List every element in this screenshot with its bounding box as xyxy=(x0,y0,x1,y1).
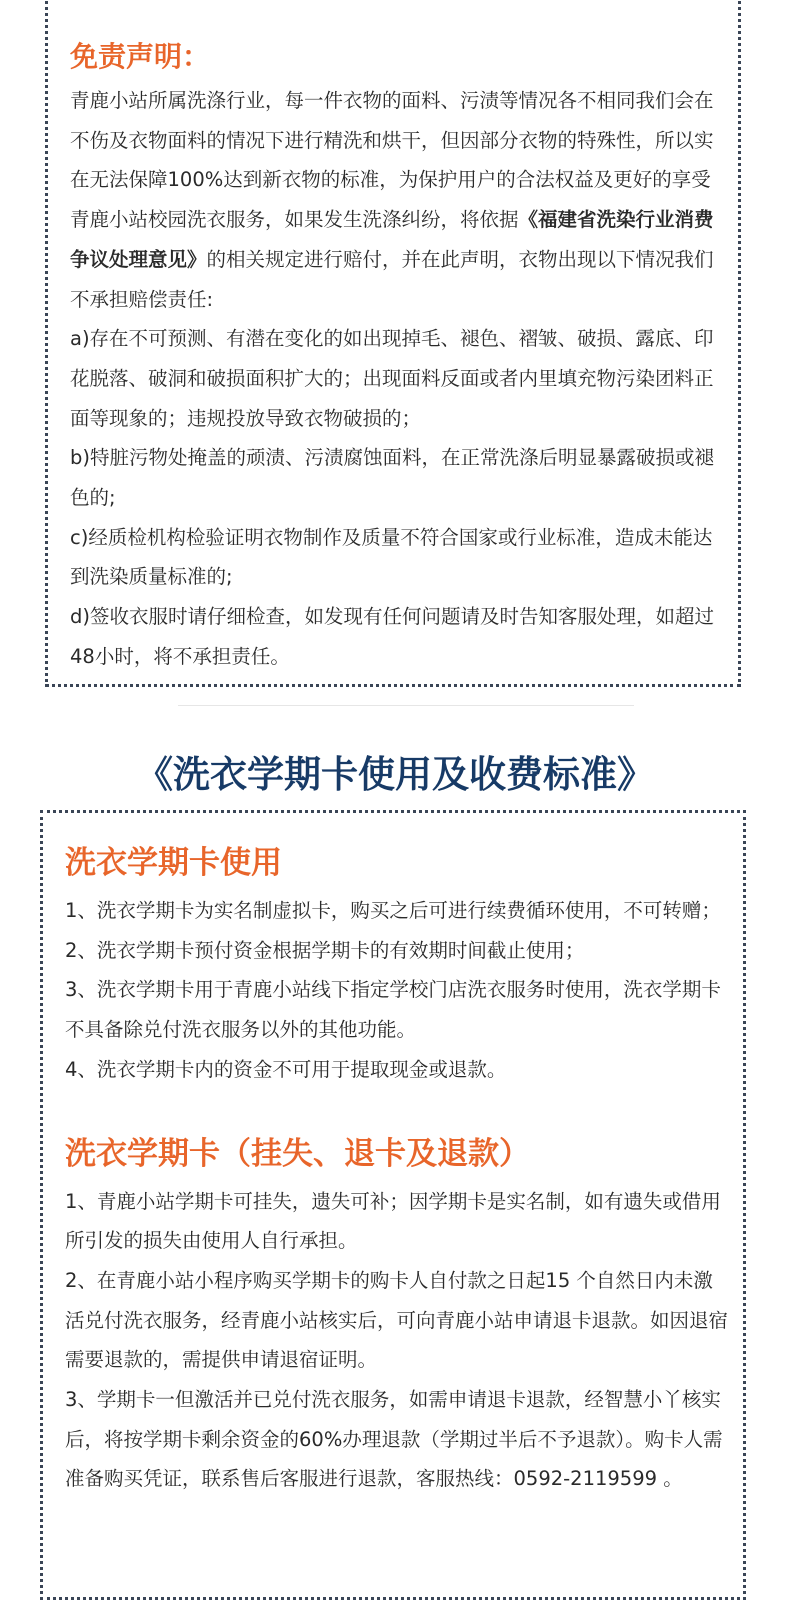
disclaimer-intro-text: 青鹿小站所属洗涤行业，每一件衣物的面料、污渍等情况各不相同我们会在不伤及衣物面料的情况下进行精洗和烘干，但因部分衣物的特殊性，所以实在无法保障100%达到新衣物的标准，为保护用户的合法权益及更好的享受青鹿小站校园洗衣服务，如果发生洗涤纠纷，将依据 xyxy=(70,89,714,232)
card-refund-item: 2、在青鹿小站小程序购买学期卡的购卡人自付款之日起15 个自然日内未激活兑付洗衣服务，经青鹿小站核实后，可向青鹿小站申请退卡退款。如因退宿需要退款的，需提供申请退宿证明。 xyxy=(65,1268,729,1372)
disclaimer-heading: 免责声明： xyxy=(70,40,211,73)
disclaimer-intro-tail: 的相关规定进行赔付，并在此声明，衣物出现以下情况我们不承担赔偿责任: xyxy=(70,247,714,311)
section-divider xyxy=(178,705,634,706)
disclaimer-item-b: b)特脏污物处掩盖的顽渍、污渍腐蚀面料，在正常洗涤后明显暴露破损或褪色的; xyxy=(70,446,714,510)
page-title: 《洗衣学期卡使用及收费标准》 xyxy=(136,752,654,796)
disclaimer-item-a: a)存在不可预测、有潜在变化的如出现掉毛、褪色、褶皱、破损、露底、印花脱落、破洞和破损面积扩大的；出现面料反面或者内里填充物污染团料正面等现象的；违规投放导致衣物破损的； xyxy=(70,327,714,430)
card-usage-item: 3、洗衣学期卡用于青鹿小站线下指定学校门店洗衣服务时使用，洗衣学期卡不具备除兑付洗衣服务以外的其他功能。 xyxy=(65,978,721,1042)
disclaimer-intro xyxy=(70,81,724,319)
card-usage-item: 1、洗衣学期卡为实名制虚拟卡，购买之后可进行续费循环使用，不可转赠； xyxy=(65,899,721,922)
disclaimer-box xyxy=(45,0,741,687)
regulation-title: 《福建省洗染行业消费争议处理意见》 xyxy=(70,208,714,271)
card-refund-item: 3、学期卡一但激活并已兑付洗衣服务，如需申请退卡退款，经智慧小丫核实后，将按学期卡剩余资金的60%办理退款（学期过半后不予退款）。购卡人需准备购买凭证，联系售后客服进行退款，客服热线：0592-2119599 。 xyxy=(65,1388,723,1491)
disclaimer-item-c: c)经质检机构检验证明衣物制作及质量不符合国家或行业标准，造成未能达到洗染质量标准的; xyxy=(70,525,713,589)
card-refund-item: 1、青鹿小站学期卡可挂失，遗失可补；因学期卡是实名制，如有遗失或借用所引发的损失由使用人自行承担。 xyxy=(65,1189,721,1253)
card-refund-heading: 洗衣学期卡（挂失、退卡及退款） xyxy=(65,1135,530,1172)
card-usage-item: 2、洗衣学期卡预付资金根据学期卡的有效期时间截止使用； xyxy=(65,938,585,962)
card-usage-heading: 洗衣学期卡使用 xyxy=(65,845,282,881)
disclaimer-item-d: d)签收衣服时请仔细检查，如发现有任何问题请及时告知客服处理，如超过48小时，将不承担责任。 xyxy=(70,605,714,668)
card-rules-box xyxy=(40,810,746,1600)
card-usage-item: 4、洗衣学期卡内的资金不可用于提取现金或退款。 xyxy=(65,1057,507,1081)
